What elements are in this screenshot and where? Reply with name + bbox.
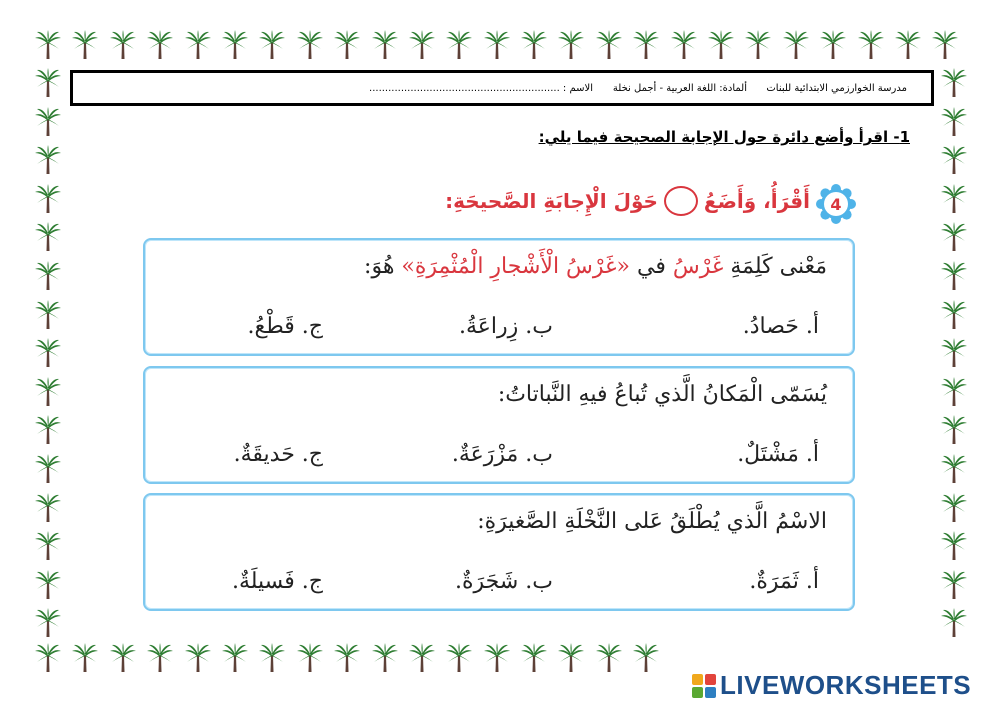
palm-tree-icon (940, 68, 968, 98)
palm-tree-icon (408, 643, 436, 673)
palm-tree-icon (931, 30, 959, 60)
task-title (445, 186, 810, 216)
question-1-part: مَعْنى كَلِمَةِ (723, 254, 827, 279)
palm-tree-icon (146, 643, 174, 673)
question-1-part: هُوَ: (364, 254, 402, 279)
option-a[interactable]: أ. حَصادُ. (742, 314, 819, 339)
question-box-1 (143, 238, 855, 356)
question-text-1 (364, 254, 827, 279)
palm-tree-icon (940, 184, 968, 214)
palm-tree-icon (445, 30, 473, 60)
palm-border-left (34, 68, 62, 638)
palm-tree-icon (296, 643, 324, 673)
palm-tree-icon (34, 30, 62, 60)
palm-tree-icon (34, 145, 62, 175)
subject-label: ألمادة: اللغة العربية - أجمل نخلة (612, 83, 747, 94)
palm-tree-icon (34, 300, 62, 330)
palm-tree-icon (940, 377, 968, 407)
palm-tree-icon (71, 643, 99, 673)
palm-tree-icon (34, 261, 62, 291)
circle-icon (664, 186, 698, 216)
question-box-2 (143, 366, 855, 484)
palm-tree-icon (333, 30, 361, 60)
option-a[interactable]: أ. ثَمَرَةٌ. (749, 569, 819, 594)
task-number: 4 (830, 195, 842, 214)
question-1-word: غَرْسُ (672, 254, 724, 279)
palm-tree-icon (483, 30, 511, 60)
palm-tree-icon (333, 643, 361, 673)
option-b[interactable]: ب. زِراعَةُ. (459, 314, 553, 339)
palm-tree-icon (34, 643, 62, 673)
palm-tree-icon (146, 30, 174, 60)
question-1-part: في (630, 254, 673, 279)
palm-tree-icon (258, 643, 286, 673)
palm-tree-icon (71, 30, 99, 60)
palm-tree-icon (184, 30, 212, 60)
palm-tree-icon (445, 643, 473, 673)
palm-tree-icon (940, 338, 968, 368)
palm-tree-icon (258, 30, 286, 60)
palm-tree-icon (894, 30, 922, 60)
option-a[interactable]: أ. مَشْتَلٌ. (737, 442, 819, 467)
palm-tree-icon (595, 643, 623, 673)
palm-tree-icon (34, 184, 62, 214)
question-1-phrase: «غَرْسُ الْأَشْجارِ الْمُثْمِرَةِ» (401, 254, 631, 279)
student-name-field[interactable]: الاسم : ............................................................ (369, 83, 593, 94)
option-b[interactable]: ب. مَزْرَعَةٌ. (451, 442, 553, 467)
palm-tree-icon (940, 415, 968, 445)
palm-tree-icon (520, 643, 548, 673)
palm-tree-icon (940, 222, 968, 252)
palm-tree-icon (371, 30, 399, 60)
school-name: مدرسة الخوارزمي الابتدائية للبنات (766, 83, 907, 94)
palm-tree-icon (109, 643, 137, 673)
palm-tree-icon (940, 531, 968, 561)
palm-tree-icon (940, 493, 968, 523)
palm-tree-icon (34, 493, 62, 523)
palm-tree-icon (296, 30, 324, 60)
palm-tree-icon (857, 30, 885, 60)
palm-tree-icon (940, 145, 968, 175)
palm-tree-icon (483, 643, 511, 673)
liveworksheets-logo (692, 670, 971, 701)
palm-tree-icon (940, 570, 968, 600)
task-title-after: حَوْلَ الْإِجابَةِ الصَّحيحَةِ: (445, 189, 658, 213)
palm-tree-icon (109, 30, 137, 60)
flower-badge-icon (816, 184, 856, 224)
palm-border-right (940, 68, 968, 638)
palm-tree-icon (632, 643, 660, 673)
palm-tree-icon (520, 30, 548, 60)
palm-tree-icon (707, 30, 735, 60)
question-text-3: الاسْمُ الَّذي يُطْلَقُ عَلى النَّخْلَةِ الصَّغيرَةِ: (477, 509, 827, 534)
option-c[interactable]: ج. حَديقَةٌ. (233, 442, 323, 467)
palm-tree-icon (940, 454, 968, 484)
palm-tree-icon (34, 377, 62, 407)
logo-text: LIVEWORKSHEETS (720, 670, 972, 700)
palm-tree-icon (595, 30, 623, 60)
palm-border-bottom (34, 643, 660, 673)
palm-tree-icon (34, 608, 62, 638)
palm-tree-icon (34, 570, 62, 600)
palm-tree-icon (408, 30, 436, 60)
palm-tree-icon (670, 30, 698, 60)
palm-tree-icon (940, 608, 968, 638)
palm-tree-icon (557, 643, 585, 673)
palm-tree-icon (557, 30, 585, 60)
palm-tree-icon (819, 30, 847, 60)
palm-tree-icon (34, 454, 62, 484)
palm-tree-icon (782, 30, 810, 60)
option-c[interactable]: ج. فَسيلَةٌ. (231, 569, 323, 594)
palm-tree-icon (184, 643, 212, 673)
header-box (70, 70, 934, 106)
liveworksheets-logo-icon (692, 674, 716, 698)
palm-tree-icon (940, 107, 968, 137)
palm-tree-icon (34, 107, 62, 137)
palm-tree-icon (744, 30, 772, 60)
palm-tree-icon (371, 643, 399, 673)
instruction-heading: 1- اقرأ وأضع دائرة حول الإجابة الصحيحة فيما يلي: (538, 128, 910, 146)
palm-tree-icon (34, 531, 62, 561)
palm-border-top (34, 30, 959, 60)
question-box-3 (143, 493, 855, 611)
palm-tree-icon (34, 415, 62, 445)
palm-tree-icon (221, 30, 249, 60)
palm-tree-icon (34, 222, 62, 252)
option-b[interactable]: ب. شَجَرَةٌ. (455, 569, 553, 594)
palm-tree-icon (940, 261, 968, 291)
palm-tree-icon (221, 643, 249, 673)
option-c[interactable]: ج. قَطْعُ. (247, 314, 323, 339)
palm-tree-icon (632, 30, 660, 60)
palm-tree-icon (34, 338, 62, 368)
palm-tree-icon (940, 300, 968, 330)
palm-tree-icon (34, 68, 62, 98)
question-text-2: يُسَمّى الْمَكانُ الَّذي تُباعُ فيهِ النَّباتاتُ: (497, 382, 827, 407)
task-title-before: أَقْرَأُ، وَأَضَعُ (703, 189, 810, 213)
